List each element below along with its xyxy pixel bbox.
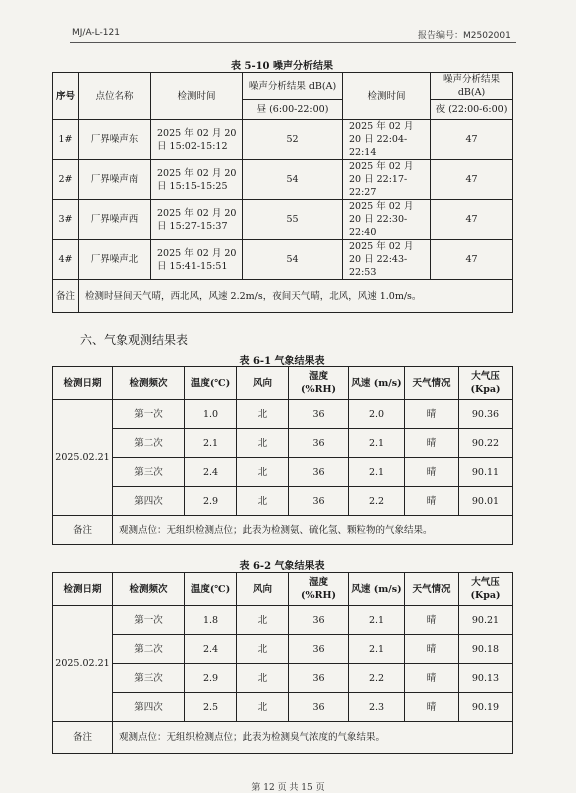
weather-table-2 (52, 572, 513, 754)
table-row (53, 400, 513, 429)
table-row (53, 487, 513, 516)
cell-freq: 第一次 (113, 606, 185, 635)
cell-day-value: 54 (243, 160, 343, 200)
cell-day-time: 2025 年 02 月 20 日 15:02-15:12 (151, 120, 243, 160)
header-divider (70, 42, 516, 43)
note-label: 备注 (53, 722, 113, 754)
header-date: 检测日期 (53, 367, 113, 400)
cell-date: 2025.02.21 (53, 400, 113, 516)
cell-pressure: 90.19 (459, 693, 513, 722)
cell-night-value: 47 (431, 160, 513, 200)
header-date: 检测日期 (53, 573, 113, 606)
cell-freq: 第三次 (113, 664, 185, 693)
note-label: 备注 (53, 516, 113, 545)
table-row (53, 606, 513, 635)
cell-wind-dir: 北 (237, 664, 289, 693)
table-6-2-caption: 表 6-2 气象结果表 (239, 561, 325, 572)
cell-wind-speed: 2.1 (349, 429, 405, 458)
cell-night-time: 2025 年 02 月 20 日 22:17-22:27 (343, 160, 431, 200)
cell-pressure: 90.01 (459, 487, 513, 516)
header-night-result: 噪声分析结果 dB(A) (431, 73, 513, 100)
cell-weather: 晴 (405, 693, 459, 722)
cell-pressure: 90.21 (459, 606, 513, 635)
header-wind-dir: 风向 (237, 573, 289, 606)
cell-temp: 1.0 (185, 400, 237, 429)
cell-wind-speed: 2.2 (349, 487, 405, 516)
note-text: 观测点位：无组织检测点位；此表为检测臭气浓度的气象结果。 (113, 722, 513, 754)
note-label: 备注 (53, 280, 79, 313)
note-text: 检测时昼间天气晴，西北风，风速 2.2m/s，夜间天气晴，北风，风速 1.0m/s。 (79, 280, 513, 313)
header-weather: 天气情况 (405, 573, 459, 606)
cell-night-time: 2025 年 02 月 20 日 22:43-22:53 (343, 240, 431, 280)
cell-wind-dir: 北 (237, 400, 289, 429)
cell-pressure: 90.18 (459, 635, 513, 664)
weather-table-1 (52, 366, 513, 545)
cell-night-time: 2025 年 02 月 20 日 22:30-22:40 (343, 200, 431, 240)
cell-humidity: 36 (289, 429, 349, 458)
cell-freq: 第二次 (113, 429, 185, 458)
table-row (53, 160, 513, 200)
table-6-1-caption: 表 6-1 气象结果表 (239, 356, 325, 367)
cell-humidity: 36 (289, 606, 349, 635)
header-day-time: 检测时间 (151, 73, 243, 120)
cell-wind-dir: 北 (237, 635, 289, 664)
header-site: 点位名称 (79, 73, 151, 120)
table-row (53, 664, 513, 693)
cell-wind-dir: 北 (237, 487, 289, 516)
header-freq: 检测频次 (113, 367, 185, 400)
cell-night-value: 47 (431, 200, 513, 240)
header-humidity: 湿度 (%RH) (289, 367, 349, 400)
cell-wind-dir: 北 (237, 458, 289, 487)
header-temp: 温度(℃) (185, 573, 237, 606)
cell-night-value: 47 (431, 240, 513, 280)
cell-day-value: 54 (243, 240, 343, 280)
cell-seq: 2# (53, 160, 79, 200)
cell-wind-dir: 北 (237, 606, 289, 635)
cell-humidity: 36 (289, 487, 349, 516)
table-row (53, 240, 513, 280)
cell-temp: 2.5 (185, 693, 237, 722)
cell-pressure: 90.11 (459, 458, 513, 487)
cell-day-value: 55 (243, 200, 343, 240)
table-row (53, 693, 513, 722)
cell-freq: 第四次 (113, 693, 185, 722)
table-row (53, 120, 513, 160)
header-freq: 检测频次 (113, 573, 185, 606)
header-pressure: 大气压 (Kpa) (459, 573, 513, 606)
header-day-result: 噪声分析结果 dB(A) (243, 73, 343, 100)
cell-humidity: 36 (289, 664, 349, 693)
cell-pressure: 90.13 (459, 664, 513, 693)
header-night-time: 检测时间 (343, 73, 431, 120)
cell-date: 2025.02.21 (53, 606, 113, 722)
cell-humidity: 36 (289, 400, 349, 429)
cell-seq: 4# (53, 240, 79, 280)
table-5-10-caption: 表 5-10 噪声分析结果 (231, 61, 333, 72)
cell-night-time: 2025 年 02 月 20 日 22:04-22:14 (343, 120, 431, 160)
report-number: 报告编号：M2502001 (418, 31, 511, 41)
cell-temp: 2.4 (185, 458, 237, 487)
cell-day-value: 52 (243, 120, 343, 160)
cell-night-value: 47 (431, 120, 513, 160)
cell-seq: 1# (53, 120, 79, 160)
cell-humidity: 36 (289, 693, 349, 722)
cell-freq: 第一次 (113, 400, 185, 429)
cell-pressure: 90.36 (459, 400, 513, 429)
note-text: 观测点位：无组织检测点位；此表为检测氨、硫化氢、颗粒物的气象结果。 (113, 516, 513, 545)
header-wind-dir: 风向 (237, 367, 289, 400)
header-weather: 天气情况 (405, 367, 459, 400)
cell-wind-dir: 北 (237, 429, 289, 458)
doc-code: MJ/A-L-121 (72, 28, 120, 38)
header-day-period: 昼 (6:00-22:00) (243, 100, 343, 120)
header-seq: 序号 (53, 73, 79, 120)
cell-wind-speed: 2.3 (349, 693, 405, 722)
cell-weather: 晴 (405, 400, 459, 429)
cell-site: 厂界噪声北 (79, 240, 151, 280)
cell-temp: 1.8 (185, 606, 237, 635)
cell-weather: 晴 (405, 664, 459, 693)
cell-day-time: 2025 年 02 月 20 日 15:27-15:37 (151, 200, 243, 240)
cell-weather: 晴 (405, 487, 459, 516)
cell-seq: 3# (53, 200, 79, 240)
cell-humidity: 36 (289, 458, 349, 487)
header-night-period: 夜 (22:00-6:00) (431, 100, 513, 120)
cell-pressure: 90.22 (459, 429, 513, 458)
cell-wind-speed: 2.1 (349, 635, 405, 664)
cell-site: 厂界噪声东 (79, 120, 151, 160)
cell-wind-speed: 2.2 (349, 664, 405, 693)
header-humidity: 湿度 (%RH) (289, 573, 349, 606)
cell-weather: 晴 (405, 606, 459, 635)
cell-wind-dir: 北 (237, 693, 289, 722)
cell-freq: 第二次 (113, 635, 185, 664)
cell-humidity: 36 (289, 635, 349, 664)
table-row (53, 200, 513, 240)
cell-day-time: 2025 年 02 月 20 日 15:41-15:51 (151, 240, 243, 280)
cell-weather: 晴 (405, 429, 459, 458)
cell-temp: 2.1 (185, 429, 237, 458)
header-temp: 温度(℃) (185, 367, 237, 400)
cell-wind-speed: 2.1 (349, 606, 405, 635)
cell-weather: 晴 (405, 635, 459, 664)
header-wind-speed: 风速 (m/s) (349, 573, 405, 606)
page-number: 第 12 页 共 15 页 (251, 783, 325, 793)
cell-temp: 2.9 (185, 487, 237, 516)
cell-site: 厂界噪声南 (79, 160, 151, 200)
header-wind-speed: 风速 (m/s) (349, 367, 405, 400)
cell-site: 厂界噪声西 (79, 200, 151, 240)
table-row (53, 429, 513, 458)
cell-day-time: 2025 年 02 月 20 日 15:15-15:25 (151, 160, 243, 200)
table-row (53, 635, 513, 664)
cell-wind-speed: 2.1 (349, 458, 405, 487)
cell-freq: 第三次 (113, 458, 185, 487)
noise-results-table (52, 72, 513, 313)
cell-temp: 2.9 (185, 664, 237, 693)
header-pressure: 大气压 (Kpa) (459, 367, 513, 400)
section-title: 六、气象观测结果表 (80, 333, 189, 347)
table-row (53, 458, 513, 487)
cell-wind-speed: 2.0 (349, 400, 405, 429)
cell-freq: 第四次 (113, 487, 185, 516)
cell-temp: 2.4 (185, 635, 237, 664)
cell-weather: 晴 (405, 458, 459, 487)
